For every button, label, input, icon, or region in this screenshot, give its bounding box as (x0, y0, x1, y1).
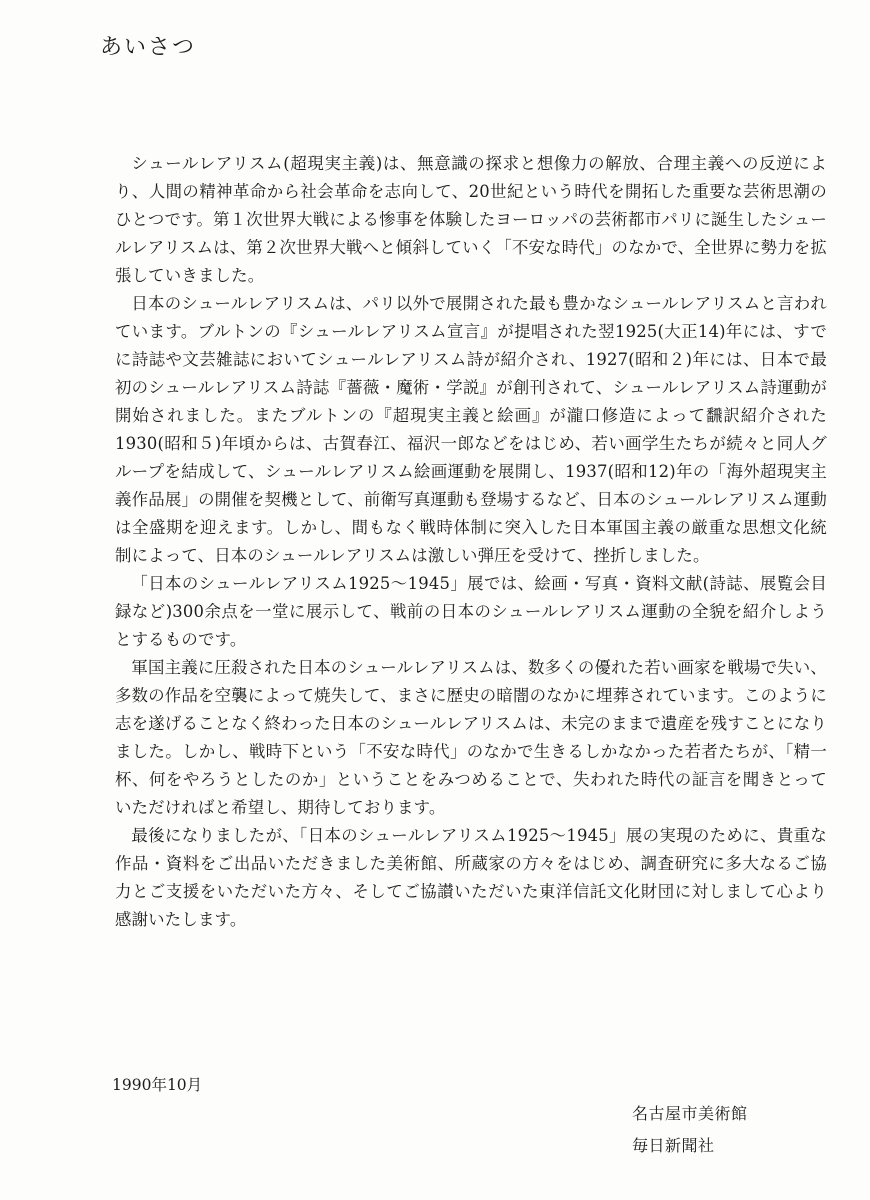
signatories (632, 1098, 748, 1162)
paragraph-intro: シュールレアリスム(超現実主義)は、無意識の探求と想像力の解放、合理主義への反逆により、人間の精神革命から社会革命を志向して、20世紀という時代を開拓した重要な芸術思潮のひとつです。第１次世界大戦による惨事を体験したヨーロッパの芸術都市パリに誕生したシュールレアリスムは、第２次世界大戦へと傾斜していく「不安な時代」のなかで、全世界に勢力を拡張していきました。 (115, 154, 827, 285)
page-title: あいさつ (100, 35, 197, 60)
signatory-museum: 名古屋市美術館 (632, 1104, 748, 1123)
paragraph-acknowledgements: 最後になりましたが、「日本のシュールレアリスム1925～1945」展の実現のために、貴重な作品・資料をご出品いただきました美術館、所蔵家の方々をはじめ、調査研究に多大なるご協力とご支援をいただいた方々、そしてご協讃いただいた東洋信託文化財団に対しまして心より感謝いたします。 (115, 826, 827, 929)
signatory-newspaper: 毎日新聞社 (632, 1136, 715, 1155)
paragraph-legacy: 軍国主義に圧殺された日本のシュールレアリスムは、数多くの優れた若い画家を戦場で失い、多数の作品を空襲によって焼失して、まさに歴史の暗闇のなかに埋葬されています。このように志を遂げることなく終わった日本のシュールレアリスムは、未完のままで遺産を残すことになりました。しかし、戦時下という「不安な時代」のなかで生きるしかなかった若者たちが、「精一杯、何をやろうとしたのか」ということをみつめることで、失われた時代の証言を聞きとっていただければと希望し、期待しております。 (115, 658, 827, 817)
paragraph-japanese-surrealism: 日本のシュールレアリスムは、パリ以外で展開された最も豊かなシュールレアリスムと言われています。ブルトンの『シュールレアリスム宣言』が提唱された翌1925(大正14)年には、すでに詩誌や文芸雑誌においてシュールレアリスム詩が紹介され、1927(昭和２)年には、日本で最初のシュールレアリスム詩誌『薔薇・魔術・学説』が創刊されて、シュールレアリスム詩運動が開始されました。またブルトンの『超現実主義と絵画』が瀧口修造によって飜訳紹介された1930(昭和５)年頃からは、古賀春江、福沢一郎などをはじめ、若い画学生たちが続々と同人グループを結成して、シュールレアリスム絵画運動を展開し、1937(昭和12)年の「海外超現実主義作品展」の開催を契機として、前衛写真運動も登場するなど、日本のシュールレアリスム運動は全盛期を迎えます。しかし、間もなく戦時体制に突入した日本軍国主義の厳重な思想文化統制によって、日本のシュールレアリスムは激しい弾圧を受けて、挫折しました。 (115, 294, 827, 565)
paragraph-exhibition: 「日本のシュールレアリスム1925～1945」展では、絵画・写真・資料文献(詩誌、展覧会目録など)300余点を一堂に展示して、戦前の日本のシュールレアリスム運動の全貌を紹介しようとするものです。 (115, 574, 827, 649)
document-date: 1990年10月 (112, 1076, 203, 1094)
greeting-body (115, 150, 827, 934)
